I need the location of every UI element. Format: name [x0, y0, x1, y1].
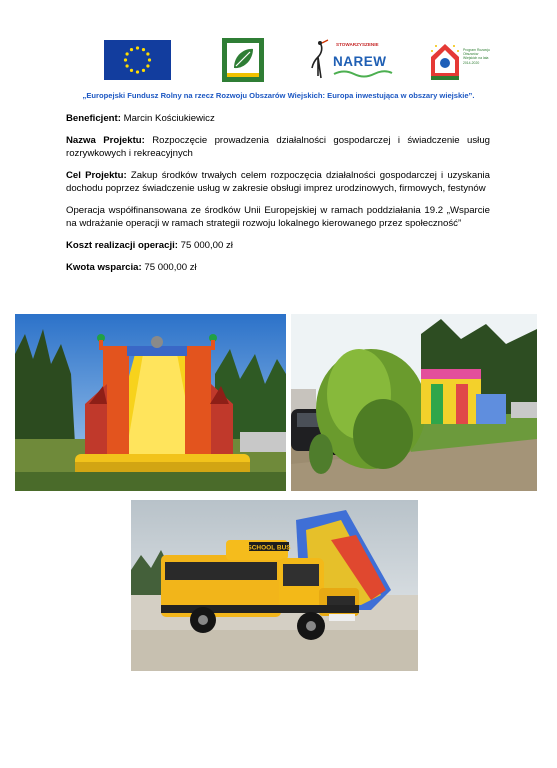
- cost-line: [66, 239, 490, 252]
- beneficiary-label: Beneficjent:: [66, 113, 121, 124]
- school-bus-illustration: [131, 500, 418, 671]
- project-name-line: [66, 134, 490, 160]
- inflatable-slide-illustration: [15, 314, 286, 491]
- project-goal-label: Cel Projektu:: [66, 170, 127, 181]
- narew-name-label: NAREW: [333, 54, 387, 69]
- support-line: [66, 261, 490, 274]
- narew-logo: [306, 38, 396, 82]
- tagline: „Europejski Fundusz Rolny na rzecz Rozwoju Obszarów Wiejskich: Europa inwestująca w obszary wiejskie”.: [82, 91, 475, 100]
- prow-label: Program Rozwoju Obszarów Wiejskich na lata 2014-2020: [463, 48, 490, 65]
- river-wave-icon: [306, 38, 396, 82]
- project-goal-value: Zakup środków trwałych celem rozpoczęcia działalności gospodarczej i uzyskania dochodu poprzez świadczenie usług w zakresie obsługi imprez urodzinowych, firmowych, festynów: [66, 170, 490, 194]
- yard-illustration: [291, 314, 537, 491]
- eu-stars-icon: [104, 40, 171, 80]
- narew-org-label: STOWARZYSZENIE: [336, 42, 379, 47]
- project-name-value: Rozpoczęcie prowadzenia działalności gospodarczej i świadczenie usług rozrywkowych i rekreacyjnych: [66, 135, 490, 159]
- bus-sign: SCHOOL BUS: [247, 544, 291, 552]
- leader-logo: [222, 38, 264, 82]
- prow-logo: [428, 40, 490, 82]
- beneficiary-value: Marcin Kościukiewicz: [123, 113, 215, 124]
- prow-house-icon: [428, 40, 462, 82]
- cofinancing-text: Operacja współfinansowana ze środków Unii Europejskiej w ramach poddziałania 19.2 „Wsparcie na wdrażanie operacji w ramach strategii rozwoju lokalnego kierowanego przez społeczność”: [66, 205, 490, 229]
- photo-school-bus: [131, 500, 418, 671]
- photo-yard-inflatables: [291, 314, 537, 491]
- support-label: Kwota wsparcia:: [66, 262, 142, 273]
- cost-label: Koszt realizacji operacji:: [66, 240, 178, 251]
- support-value: 75 000,00 zł: [144, 262, 197, 273]
- project-goal-line: [66, 169, 490, 195]
- beneficiary-line: [66, 112, 490, 125]
- eu-flag-logo: [104, 40, 171, 80]
- project-info: [66, 112, 490, 283]
- project-name-label: Nazwa Projektu:: [66, 135, 145, 146]
- cost-value: 75 000,00 zł: [180, 240, 233, 251]
- leaf-icon: [222, 38, 264, 82]
- photo-inflatable-slide: [15, 314, 286, 491]
